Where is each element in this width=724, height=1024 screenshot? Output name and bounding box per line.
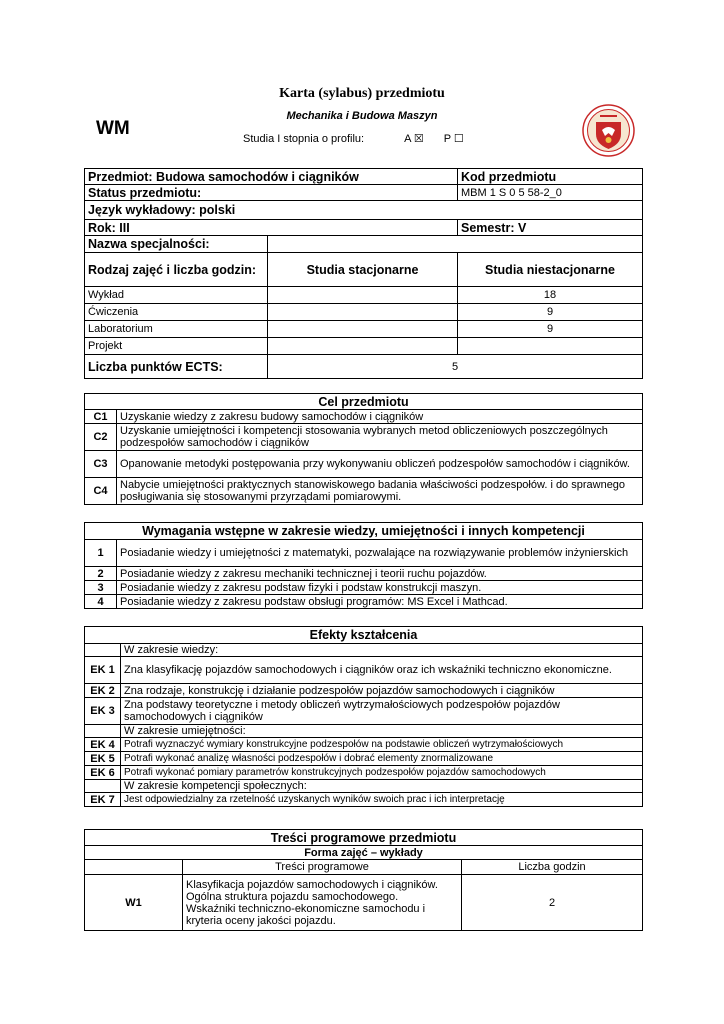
class-type: Ćwiczenia xyxy=(85,304,268,321)
class-type: Projekt xyxy=(85,338,268,355)
outcome-text: Potrafi wyznaczyć wymiary konstrukcyjne podzespołów na podstawie obliczeń wytrzymałościowych xyxy=(121,738,643,752)
requirement-id: 3 xyxy=(85,581,117,595)
stationary-hours xyxy=(268,321,458,338)
outcome-text: Zna klasyfikację pojazdów samochodowych i ciągników oraz ich wskaźniki techniczno ekonomiczne. xyxy=(121,657,643,684)
page-title: Karta (sylabus) przedmiotu xyxy=(279,86,445,101)
code-value: MBM 1 S 0 5 58-2_0 xyxy=(458,185,643,201)
form-label: Forma zajęć – wykłady xyxy=(85,846,643,860)
table-row xyxy=(85,410,643,424)
outcome-id: EK 5 xyxy=(85,752,121,766)
table-row xyxy=(85,738,643,752)
goals-table xyxy=(84,393,643,505)
study-profile xyxy=(243,132,464,145)
requirement-id: 1 xyxy=(85,540,117,567)
lecture-content xyxy=(183,875,462,931)
outcome-id: EK 6 xyxy=(85,766,121,780)
content-header: Treści programowe xyxy=(183,860,462,875)
content-line: Wskaźniki techniczno-ekonomiczne samochodu i xyxy=(186,902,426,915)
nonstationary-hours: 9 xyxy=(458,304,643,321)
social-label: W zakresie kompetencji społecznych: xyxy=(121,780,643,793)
table-row xyxy=(85,875,643,931)
stationary-hours xyxy=(268,338,458,355)
hours-row xyxy=(85,338,643,355)
profile-option-a: A ☒ xyxy=(404,133,424,145)
lecture-id: W1 xyxy=(85,875,183,931)
hours-row xyxy=(85,304,643,321)
outcome-id: EK 2 xyxy=(85,684,121,698)
outcome-text: Zna podstawy teoretyczne i metody obliczeń wytrzymałościowych podzespołów pojazdów samochodowych i ciągników xyxy=(121,698,643,725)
contents-table xyxy=(84,829,643,931)
goal-text: Uzyskanie wiedzy z zakresu budowy samochodów i ciągników xyxy=(117,410,643,424)
content-line: Ogólna struktura pojazdu samochodowego. xyxy=(186,890,399,903)
outcome-id: EK 7 xyxy=(85,793,121,807)
course-info-table xyxy=(84,168,643,379)
requirement-text: Posiadanie wiedzy z zakresu podstaw fizyki i podstaw konstrukcji maszyn. xyxy=(117,581,643,595)
field-of-study: Mechanika i Budowa Maszyn xyxy=(286,110,438,122)
goal-id: C3 xyxy=(85,451,117,478)
goal-text: Uzyskanie umiejętności i kompetencji stosowania wybranych metod obliczeniowych poszczególnych podzespołów samochodów i ciągników xyxy=(117,424,643,451)
goal-id: C2 xyxy=(85,424,117,451)
requirement-id: 2 xyxy=(85,567,117,581)
class-type: Wykład xyxy=(85,287,268,304)
outcomes-heading: Efekty kształcenia xyxy=(85,627,643,644)
hours-row xyxy=(85,321,643,338)
goal-id: C4 xyxy=(85,478,117,505)
requirements-heading: Wymagania wstępne w zakresie wiedzy, umiejętności i innych kompetencji xyxy=(85,523,643,540)
specialization-value xyxy=(268,236,643,253)
hours-row xyxy=(85,287,643,304)
semester: Semestr: V xyxy=(458,220,643,236)
table-row xyxy=(85,684,643,698)
status-label: Status przedmiotu: xyxy=(85,185,458,201)
ects-label: Liczba punktów ECTS: xyxy=(85,355,268,379)
outcome-text: Zna rodzaje, konstrukcję i działanie podzespołów pojazdów samochodowych i ciągników xyxy=(121,684,643,698)
goal-id: C1 xyxy=(85,410,117,424)
nonstationary-hours xyxy=(458,338,643,355)
outcomes-table xyxy=(84,626,643,807)
goal-text: Opanowanie metodyki postępowania przy wykonywaniu obliczeń podzespołów samochodów i ciągników. xyxy=(117,451,643,478)
requirement-id: 4 xyxy=(85,595,117,609)
table-row xyxy=(85,595,643,609)
faculty-abbrev: WM xyxy=(96,118,130,139)
outcome-text: Potrafi wykonać analizę własności podzespołów i dobrać elementy znormalizowane xyxy=(121,752,643,766)
table-row xyxy=(85,793,643,807)
nonstationary-header: Studia niestacjonarne xyxy=(458,253,643,287)
language: Język wykładowy: polski xyxy=(85,201,643,220)
outcome-text: Potrafi wykonać pomiary parametrów konstrukcyjnych podzespołów pojazdów samochodowych xyxy=(121,766,643,780)
hours-header: Rodzaj zajęć i liczba godzin: xyxy=(85,253,268,287)
outcome-id: EK 1 xyxy=(85,657,121,684)
content-line: kryteria oceny jakości pojazdu. xyxy=(186,914,336,927)
contents-heading: Treści programowe przedmiotu xyxy=(85,830,643,846)
outcome-id xyxy=(85,725,121,738)
table-row xyxy=(85,478,643,505)
nonstationary-hours: 9 xyxy=(458,321,643,338)
outcome-id: EK 4 xyxy=(85,738,121,752)
goals-heading: Cel przedmiotu xyxy=(85,394,643,410)
goal-text: Nabycie umiejętności praktycznych stanowiskowego badania właściwości podzespołów. i do sprawnego posługiwania się stosowanymi przyrządami pomiarowymi. xyxy=(117,478,643,505)
table-row xyxy=(85,581,643,595)
outcome-id xyxy=(85,780,121,793)
content-line: Klasyfikacja pojazdów samochodowych i ciągników. xyxy=(186,878,438,891)
table-row xyxy=(85,657,643,684)
skills-label: W zakresie umiejętności: xyxy=(121,725,643,738)
subject-name: Przedmiot: Budowa samochodów i ciągników xyxy=(85,169,458,185)
outcome-text: Jest odpowiedzialny za rzetelność uzyskanych wyników swoich prac i ich interpretację xyxy=(121,793,643,807)
id-header xyxy=(85,860,183,875)
stationary-header: Studia stacjonarne xyxy=(268,253,458,287)
outcome-id xyxy=(85,644,121,657)
stationary-hours xyxy=(268,304,458,321)
stationary-hours xyxy=(268,287,458,304)
table-row xyxy=(85,567,643,581)
university-crest-icon xyxy=(582,104,635,157)
specialization-label: Nazwa specjalności: xyxy=(85,236,268,253)
knowledge-label: W zakresie wiedzy: xyxy=(121,644,643,657)
table-row xyxy=(85,698,643,725)
profile-label: Studia I stopnia o profilu: xyxy=(243,133,365,145)
code-label: Kod przedmiotu xyxy=(458,169,643,185)
profile-option-p: P ☐ xyxy=(443,133,464,145)
lecture-hours: 2 xyxy=(462,875,643,931)
table-row xyxy=(85,424,643,451)
requirement-text: Posiadanie wiedzy z zakresu podstaw obsługi programów: MS Excel i Mathcad. xyxy=(117,595,643,609)
hours-header: Liczba godzin xyxy=(462,860,643,875)
table-row xyxy=(85,766,643,780)
requirements-table xyxy=(84,522,643,609)
table-row xyxy=(85,752,643,766)
requirement-text: Posiadanie wiedzy z zakresu mechaniki technicznej i teorii ruchu pojazdów. xyxy=(117,567,643,581)
class-type: Laboratorium xyxy=(85,321,268,338)
nonstationary-hours: 18 xyxy=(458,287,643,304)
table-row xyxy=(85,451,643,478)
ects-value: 5 xyxy=(268,355,643,379)
requirement-text: Posiadanie wiedzy i umiejętności z matematyki, pozwalające na rozwiązywanie problemów inżynierskich xyxy=(117,540,643,567)
outcome-id: EK 3 xyxy=(85,698,121,725)
year: Rok: III xyxy=(85,220,458,236)
table-row xyxy=(85,540,643,567)
